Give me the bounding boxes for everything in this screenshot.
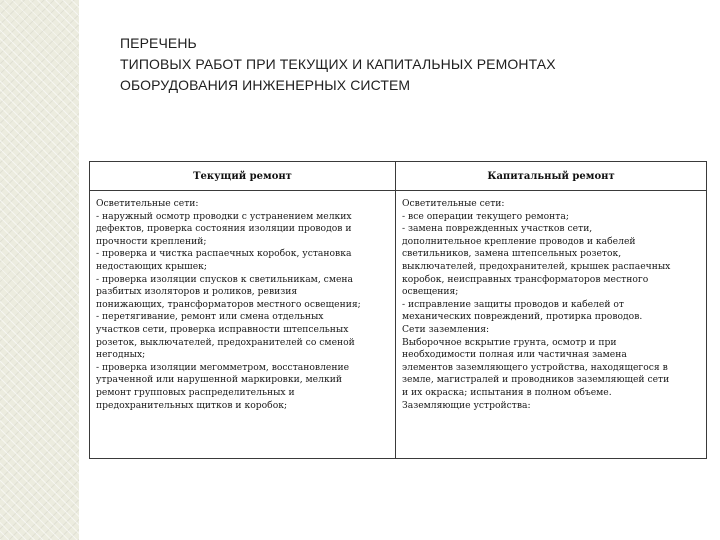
cell-line: утраченной или нарушенной маркировки, мелкий [96,374,342,386]
cell-line: необходимости полная или частичная замена [402,349,627,361]
cell-line: Осветительные сети: [402,198,505,209]
cell-line: участков сети, проверка исправности штепсельных [96,323,349,335]
cell-line: механических повреждений, протирка проводов. [402,311,643,323]
capital-repair-column [402,198,702,412]
decorative-side-strip [0,0,79,540]
cell-line: - наружный осмотр проводки с устранением мелких [96,210,352,222]
title-line-3: ОБОРУДОВАНИЯ ИНЖЕНЕРНЫХ СИСТЕМ [120,77,411,93]
cell-line: - все операции текущего ремонта; [402,210,569,222]
header-capital-repair: Капитальный ремонт [487,170,615,182]
cell-line: прочности креплений; [96,235,207,247]
cell-line: - замена поврежденных участков сети, [402,223,593,235]
cell-line: выключателей, предохранителей, крышек распаечных [402,260,671,272]
cell-line: ремонт групповых распределительных и [96,386,295,398]
cell-line: - проверка изоляции мегомметром, восстановление [96,361,350,373]
title-line-2: ТИПОВЫХ РАБОТ ПРИ ТЕКУЩИХ И КАПИТАЛЬНЫХ РЕМОНТАХ [120,56,556,72]
header-divider [90,190,706,191]
cell-line: разбитых изоляторов и роликов, ревизия [96,286,298,298]
cell-line: дополнительное крепление проводов и кабелей [402,235,636,247]
cell-line: негодных; [96,349,146,361]
cell-line: светильников, замена штепсельных розеток, [402,248,622,260]
repair-works-table [89,161,707,459]
cell-line: и их окраска; испытания в полном объеме. [402,386,612,398]
cell-line: земле, магистралей и проводников заземляющей сети [402,374,670,386]
cell-line: Заземляющие устройства: [402,399,531,411]
title-line-1: ПЕРЕЧЕНЬ [120,35,197,51]
cell-line: дефектов, проверка состояния изоляции проводов и [96,223,352,235]
cell-line: - перетягивание, ремонт или смена отдельных [96,311,324,323]
cell-line: недостающих крышек; [96,260,207,272]
cell-line: освещения; [402,286,459,298]
cell-line: Сети заземления: [402,323,490,335]
column-divider [395,162,396,458]
cell-line: - исправление защиты проводов и кабелей от [402,298,624,310]
cell-line: розеток, выключателей, предохранителей со сменой [96,336,355,348]
header-current-repair: Текущий ремонт [193,170,292,182]
cell-line: коробок, неисправных трансформаторов местного [402,273,649,285]
page-title [120,33,710,96]
cell-line: Выборочное вскрытие грунта, осмотр и при [402,336,617,348]
cell-line: элементов заземляющего устройства, находящегося в [402,361,668,373]
cell-line: - проверка и чистка распаечных коробок, установка [96,248,352,260]
cell-line: Осветительные сети: [96,198,199,209]
current-repair-column [96,198,392,412]
cell-line: понижающих, трансформаторов местного освещения; [96,298,361,310]
cell-line: - проверка изоляции спусков к светильникам, смена [96,273,353,285]
cell-line: предохранительных щитков и коробок; [96,399,288,411]
